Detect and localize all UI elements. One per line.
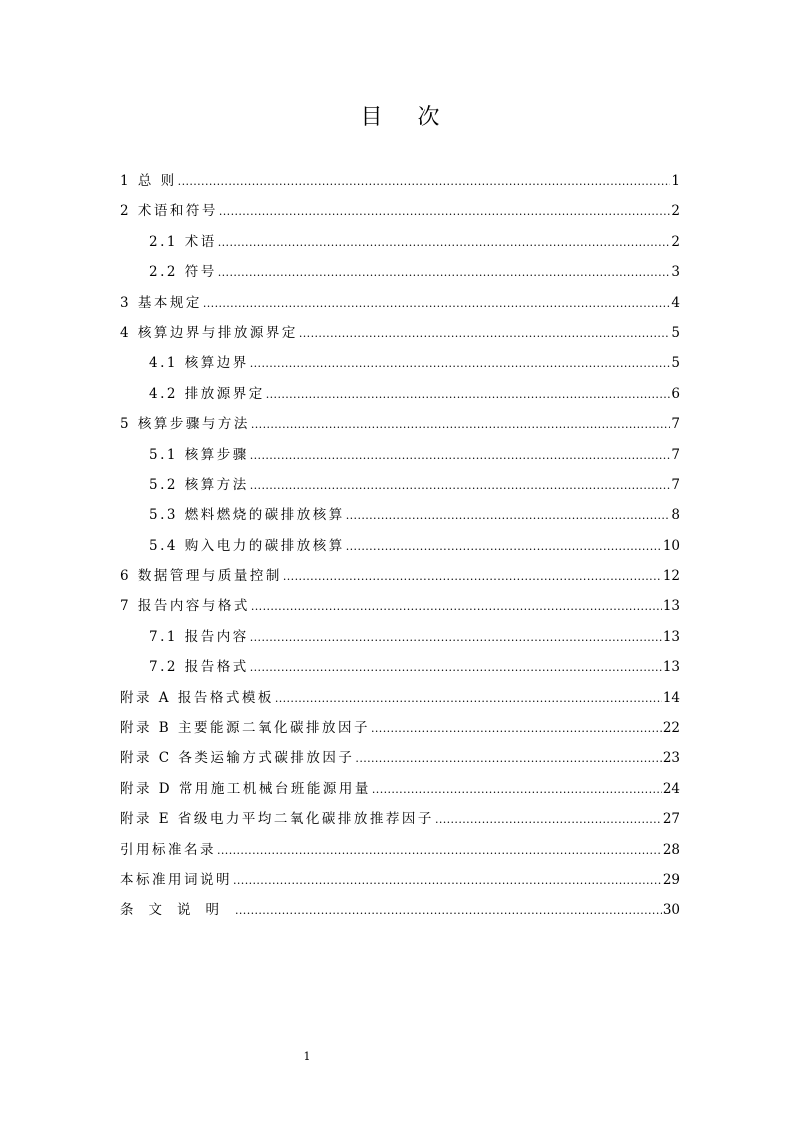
- toc-leader-dots: [251, 591, 662, 621]
- table-of-contents: [120, 166, 680, 926]
- toc-entry-label: 2 术语和符号: [120, 203, 218, 220]
- toc-entry-label: 附录 D 常用施工机械台班能源用量: [120, 780, 371, 797]
- toc-entry[interactable]: [120, 622, 680, 652]
- toc-entry-label: 5.1 核算步骤: [149, 446, 249, 463]
- toc-leader-dots: [299, 318, 671, 348]
- toc-leader-dots: [283, 561, 662, 591]
- toc-leader-dots: [266, 379, 671, 409]
- toc-entry-page-number: 7: [671, 446, 680, 463]
- toc-entry[interactable]: [120, 288, 680, 318]
- toc-entry-page-number: 22: [662, 720, 680, 737]
- toc-leader-dots: [250, 622, 662, 652]
- toc-leader-dots: [250, 652, 662, 682]
- toc-leader-dots: [219, 196, 671, 226]
- toc-entry[interactable]: [120, 409, 680, 439]
- toc-entry[interactable]: [120, 348, 680, 378]
- toc-leader-dots: [346, 500, 671, 530]
- toc-entry-page-number: 4: [671, 294, 680, 311]
- toc-leader-dots: [233, 865, 662, 895]
- toc-entry-page-number: 29: [662, 871, 680, 888]
- toc-entry-label: 4.1 核算边界: [149, 355, 249, 372]
- toc-entry-page-number: 28: [662, 841, 680, 858]
- toc-entry-label: 7.1 报告内容: [149, 628, 249, 645]
- toc-leader-dots: [250, 348, 671, 378]
- toc-leader-dots: [218, 257, 671, 287]
- toc-entry-page-number: 13: [662, 659, 680, 676]
- toc-leader-dots: [217, 835, 662, 865]
- toc-entry-label: 附录 C 各类运输方式碳排放因子: [120, 750, 355, 767]
- toc-entry-label: 附录 A 报告格式模板: [120, 689, 274, 706]
- toc-entry[interactable]: [120, 500, 680, 530]
- toc-entry[interactable]: [120, 318, 680, 348]
- toc-entry-label: 7 报告内容与格式: [120, 598, 250, 615]
- toc-entry-label: 1 总 则: [120, 173, 177, 189]
- toc-entry-page-number: 2: [671, 233, 680, 250]
- toc-entry[interactable]: [120, 774, 680, 804]
- toc-entry[interactable]: [120, 196, 680, 226]
- toc-entry-page-number: 5: [671, 324, 680, 341]
- toc-entry[interactable]: [120, 835, 680, 865]
- toc-leader-dots: [355, 743, 661, 773]
- toc-entry-label: 5.3 燃料燃烧的碳排放核算: [149, 507, 345, 524]
- toc-entry[interactable]: [120, 743, 680, 773]
- toc-leader-dots: [178, 166, 671, 196]
- footer-page-number: 1: [303, 1050, 311, 1063]
- toc-entry-label: 5.4 购入电力的碳排放核算: [149, 537, 345, 554]
- page-title: 目 次: [360, 105, 454, 130]
- toc-entry-page-number: 10: [662, 537, 680, 554]
- toc-entry-label: 2.1 术语: [149, 233, 217, 250]
- toc-entry-label: 3 基本规定: [120, 294, 202, 311]
- toc-entry-label: 2.2 符号: [149, 264, 217, 281]
- toc-entry-page-number: 23: [662, 750, 680, 767]
- toc-entry[interactable]: [120, 591, 680, 621]
- toc-entry-page-number: 3: [671, 264, 680, 281]
- toc-leader-dots: [251, 409, 671, 439]
- toc-entry-label: 5.2 核算方法: [149, 476, 249, 493]
- toc-leader-dots: [218, 227, 671, 257]
- toc-entry[interactable]: [120, 440, 680, 470]
- toc-entry[interactable]: [120, 470, 680, 500]
- toc-leader-dots: [371, 713, 662, 743]
- toc-leader-dots: [203, 288, 671, 318]
- toc-entry[interactable]: [120, 804, 680, 834]
- toc-leader-dots: [235, 895, 662, 925]
- toc-leader-dots: [250, 440, 671, 470]
- toc-leader-dots: [250, 470, 671, 500]
- toc-entry[interactable]: [120, 379, 680, 409]
- toc-entry-page-number: 30: [662, 902, 680, 919]
- toc-leader-dots: [372, 774, 662, 804]
- toc-entry[interactable]: [120, 865, 680, 895]
- toc-entry-page-number: 7: [671, 416, 680, 433]
- toc-entry[interactable]: [120, 713, 680, 743]
- toc-entry-page-number: 2: [671, 203, 680, 220]
- toc-entry-label: 引用标准名录: [120, 841, 216, 858]
- toc-entry-label: 条文说明: [120, 902, 234, 919]
- toc-entry-label: 本标准用词说明: [120, 871, 232, 888]
- toc-entry-page-number: 12: [662, 568, 680, 585]
- toc-entry-page-number: 24: [662, 780, 680, 797]
- toc-entry-page-number: 1: [671, 173, 680, 189]
- toc-entry-page-number: 14: [662, 689, 680, 706]
- toc-entry-page-number: 13: [662, 598, 680, 615]
- toc-entry-label: 4.2 排放源界定: [149, 385, 265, 402]
- toc-entry-label: 附录 B 主要能源二氧化碳排放因子: [120, 720, 371, 737]
- toc-entry-label: 7.2 报告格式: [149, 659, 249, 676]
- toc-entry-page-number: 27: [662, 811, 680, 828]
- toc-entry[interactable]: [120, 257, 680, 287]
- toc-entry[interactable]: [120, 652, 680, 682]
- toc-entry[interactable]: [120, 531, 680, 561]
- toc-entry-label: 6 数据管理与质量控制: [120, 568, 282, 585]
- toc-entry[interactable]: [120, 227, 680, 257]
- toc-entry[interactable]: [120, 561, 680, 591]
- toc-leader-dots: [275, 683, 662, 713]
- toc-entry-page-number: 6: [671, 385, 680, 402]
- toc-entry-page-number: 5: [671, 355, 680, 372]
- toc-entry-page-number: 7: [671, 476, 680, 493]
- toc-entry[interactable]: [120, 683, 680, 713]
- toc-entry-page-number: 13: [662, 628, 680, 645]
- toc-entry-label: 附录 E 省级电力平均二氧化碳排放推荐因子: [120, 811, 434, 828]
- toc-entry[interactable]: [120, 166, 680, 196]
- toc-leader-dots: [435, 804, 662, 834]
- toc-entry[interactable]: [120, 895, 680, 925]
- toc-entry-label: 4 核算边界与排放源界定: [120, 324, 298, 341]
- toc-leader-dots: [346, 531, 662, 561]
- toc-entry-page-number: 8: [671, 507, 680, 524]
- toc-entry-label: 5 核算步骤与方法: [120, 416, 250, 433]
